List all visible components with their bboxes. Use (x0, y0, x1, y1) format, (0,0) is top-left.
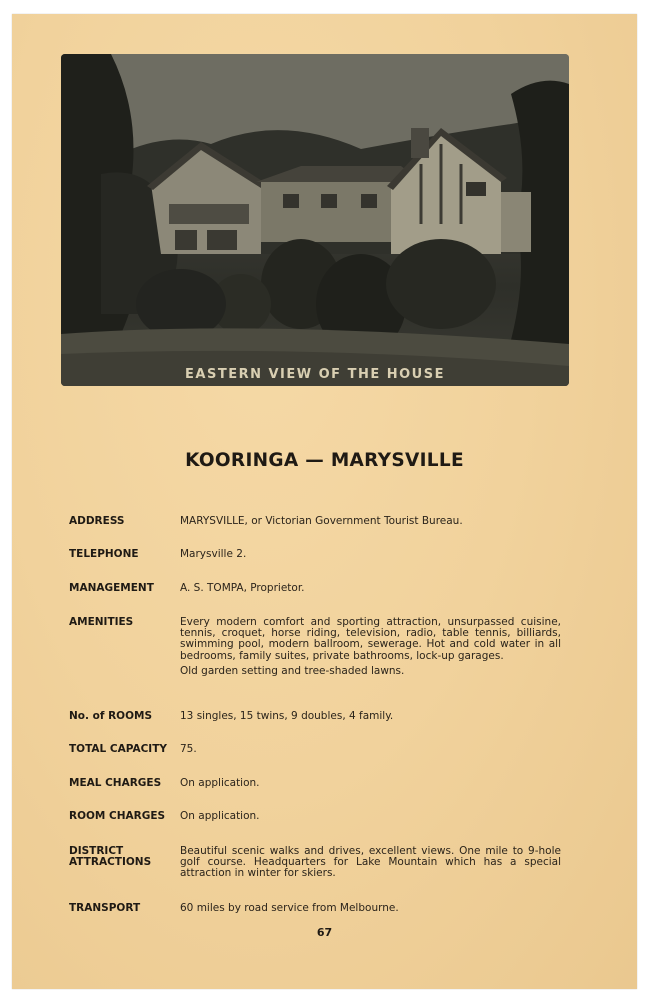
entry-text: 13 singles, 15 twins, 9 doubles, 4 family. (180, 710, 394, 722)
entry-value (180, 549, 561, 560)
entry-value (180, 744, 561, 755)
entry-value (180, 778, 561, 789)
entry-text: On application. (180, 777, 260, 789)
entry-value (180, 516, 561, 527)
entry-label: TELEPHONE (69, 548, 139, 560)
page-number: 67 (316, 926, 333, 939)
photo-caption: EASTERN VIEW OF THE HOUSE (185, 367, 445, 382)
entry-label: MEAL CHARGES (69, 777, 162, 789)
entry-value (180, 583, 561, 594)
document-page (12, 14, 637, 989)
entry-label: ADDRESS (69, 515, 125, 527)
entry-text: Marysville 2. (180, 548, 247, 560)
entry-label: MANAGEMENT (69, 582, 154, 594)
entry-text: Every modern comfort and sporting attraction, unsurpassed cuisine, tennis, croquet, horse riding, television, radio, table tennis, billiards, swimming pool, modern ballroom, sewerage. Hot and cold water in all bedrooms, family suites, private bathrooms, lock-up garages. (180, 616, 561, 662)
entry-label: No. of ROOMS (69, 710, 153, 722)
entry-value (180, 846, 561, 880)
entry-label: ROOM CHARGES (69, 810, 166, 822)
entry-text: On application. (180, 810, 260, 822)
entry-value (180, 617, 561, 677)
entry-label: TRANSPORT (69, 902, 141, 914)
entry-text: MARYSVILLE, or Victorian Government Tourist Bureau. (180, 515, 463, 527)
entry-label: DISTRICT ATTRACTIONS (69, 845, 152, 868)
house-photo (61, 54, 569, 386)
entry-value (180, 903, 561, 914)
entry-text: A. S. TOMPA, Proprietor. (180, 582, 305, 594)
page-title: KOORINGA — MARYSVILLE (185, 450, 464, 471)
entry-text: Beautiful scenic walks and drives, excellent views. One mile to 9-hole golf course. Headquarters for Lake Mountain which has a special attraction in winter for skiers. (180, 845, 561, 880)
entry-label: TOTAL CAPACITY (69, 743, 167, 755)
entry-label: AMENITIES (69, 616, 134, 628)
entry-text: 60 miles by road service from Melbourne. (180, 902, 399, 914)
house-illustration (61, 54, 569, 386)
entry-text: Old garden setting and tree-shaded lawns. (180, 664, 405, 677)
entry-text: 75. (180, 743, 197, 755)
entry-value (180, 811, 561, 822)
entry-value (180, 711, 561, 722)
